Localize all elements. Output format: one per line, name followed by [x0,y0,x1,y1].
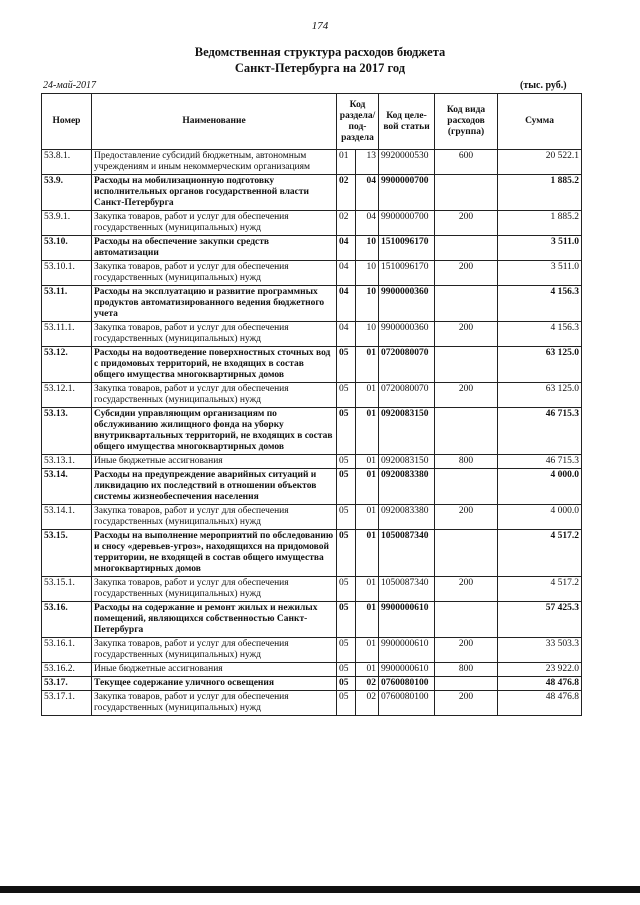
row-sum: 4 156.3 [498,286,582,322]
row-sum: 46 715.3 [498,455,582,469]
row-sum: 3 511.0 [498,236,582,261]
row-name: Расходы на выполнение мероприятий по обследованию и сносу «деревьев-угроз», находящихся на придомовой территории, не входящей в состав общего имущества многоквартирных домов [92,530,337,577]
row-target-code: 9900000360 [379,286,435,322]
table-row [42,505,582,530]
row-sum: 57 425.3 [498,602,582,638]
document-date: 24-май-2017 [43,80,97,91]
row-subsection-code: 10 [356,286,379,322]
row-number: 53.13. [42,408,92,455]
table-row [42,602,582,638]
row-expense-type-code [435,286,498,322]
row-name: Расходы на предупреждение аварийных ситуаций и ликвидацию их последствий в отношении объектов системы жизнеобеспечения населения [92,469,337,505]
row-number: 53.9.1. [42,211,92,236]
table-row [42,211,582,236]
table-row [42,150,582,175]
row-number: 53.10.1. [42,261,92,286]
row-section-code: 05 [337,530,356,577]
row-number: 53.17.1. [42,691,92,716]
row-section-code: 05 [337,347,356,383]
document-title [0,44,640,76]
row-target-code: 1510096170 [379,261,435,286]
row-sum: 3 511.0 [498,261,582,286]
row-number: 53.16.2. [42,663,92,677]
row-number: 53.11. [42,286,92,322]
table-row [42,347,582,383]
table-row [42,530,582,577]
row-number: 53.8.1. [42,150,92,175]
row-section-code: 02 [337,175,356,211]
row-number: 53.10. [42,236,92,261]
row-target-code: 0920083150 [379,408,435,455]
row-subsection-code: 01 [356,383,379,408]
row-name: Расходы на водоотведение поверхностных сточных вод с придомовых территорий, не входящих в состав общего имущества многоквартирных домов [92,347,337,383]
row-section-code: 05 [337,602,356,638]
row-subsection-code: 04 [356,175,379,211]
row-section-code: 05 [337,505,356,530]
table-row [42,638,582,663]
row-section-code: 02 [337,211,356,236]
row-subsection-code: 02 [356,677,379,691]
row-sum: 1 885.2 [498,211,582,236]
header-number: Номер [42,94,92,150]
row-section-code: 05 [337,663,356,677]
row-section-code: 04 [337,236,356,261]
row-subsection-code: 04 [356,211,379,236]
row-number: 53.16.1. [42,638,92,663]
row-expense-type-code: 200 [435,638,498,663]
row-name: Расходы на содержание и ремонт жилых и нежилых помещений, являющихся собственностью Санкт-Петербурга [92,602,337,638]
table-row [42,322,582,347]
row-subsection-code: 01 [356,663,379,677]
row-number: 53.11.1. [42,322,92,347]
row-section-code: 05 [337,455,356,469]
scan-edge-line [0,886,640,893]
row-name: Расходы на эксплуатацию и развитие программных продуктов автоматизированного ведения бюджетного учета [92,286,337,322]
row-subsection-code: 01 [356,455,379,469]
row-expense-type-code [435,175,498,211]
header-expense-type-code: Код вида расходов (группа) [435,94,498,150]
table-row [42,383,582,408]
row-expense-type-code: 200 [435,505,498,530]
row-subsection-code: 01 [356,505,379,530]
row-number: 53.12. [42,347,92,383]
row-name: Субсидии управляющим организациям по обслуживанию жилищного фонда на уборку внутриквартальных территорий, не входящих в состав общего имущества многоквартирных домов [92,408,337,455]
row-target-code: 1050087340 [379,577,435,602]
table-row [42,236,582,261]
row-expense-type-code: 200 [435,261,498,286]
row-subsection-code: 10 [356,322,379,347]
row-target-code: 9900000360 [379,322,435,347]
row-target-code: 0760080100 [379,677,435,691]
row-number: 53.12.1. [42,383,92,408]
table-row [42,577,582,602]
row-sum: 48 476.8 [498,677,582,691]
row-number: 53.16. [42,602,92,638]
row-sum: 63 125.0 [498,347,582,383]
header-section-code: Код раздела/ под-раздела [337,94,379,150]
table-row [42,469,582,505]
row-expense-type-code: 200 [435,383,498,408]
row-expense-type-code [435,677,498,691]
row-expense-type-code: 200 [435,577,498,602]
row-section-code: 01 [337,150,356,175]
row-subsection-code: 02 [356,691,379,716]
row-section-code: 05 [337,408,356,455]
row-sum: 63 125.0 [498,383,582,408]
table-row [42,261,582,286]
row-name: Закупка товаров, работ и услуг для обеспечения государственных (муниципальных) нужд [92,383,337,408]
row-number: 53.17. [42,677,92,691]
row-sum: 23 922.0 [498,663,582,677]
row-sum: 46 715.3 [498,408,582,455]
row-target-code: 1510096170 [379,236,435,261]
row-expense-type-code [435,530,498,577]
row-sum: 20 522.1 [498,150,582,175]
row-sum: 33 503.3 [498,638,582,663]
page-number: 174 [311,20,329,32]
row-number: 53.13.1. [42,455,92,469]
row-section-code: 05 [337,677,356,691]
row-target-code: 0920083380 [379,469,435,505]
header-name: Наименование [92,94,337,150]
row-name: Расходы на обеспечение закупки средств автоматизации [92,236,337,261]
row-expense-type-code [435,347,498,383]
row-name: Закупка товаров, работ и услуг для обеспечения государственных (муниципальных) нужд [92,261,337,286]
row-target-code: 0760080100 [379,691,435,716]
row-number: 53.9. [42,175,92,211]
row-expense-type-code: 200 [435,211,498,236]
row-name: Закупка товаров, работ и услуг для обеспечения государственных (муниципальных) нужд [92,505,337,530]
row-name: Закупка товаров, работ и услуг для обеспечения государственных (муниципальных) нужд [92,577,337,602]
row-target-code: 0720080070 [379,347,435,383]
row-expense-type-code [435,602,498,638]
row-name: Текущее содержание уличного освещения [92,677,337,691]
row-number: 53.15. [42,530,92,577]
row-section-code: 04 [337,261,356,286]
row-expense-type-code: 800 [435,663,498,677]
row-target-code: 9900000610 [379,638,435,663]
table-row [42,691,582,716]
row-sum: 4 000.0 [498,505,582,530]
row-name: Предоставление субсидий бюджетным, автономным учреждениям и иным некоммерческим организациям [92,150,337,175]
row-subsection-code: 10 [356,261,379,286]
row-subsection-code: 01 [356,530,379,577]
row-section-code: 04 [337,322,356,347]
row-expense-type-code: 800 [435,455,498,469]
row-sum: 1 885.2 [498,175,582,211]
header-sum: Сумма [498,94,582,150]
row-sum: 48 476.8 [498,691,582,716]
table-row [42,455,582,469]
table-row [42,408,582,455]
table-row [42,286,582,322]
table-row [42,663,582,677]
row-section-code: 05 [337,577,356,602]
row-number: 53.14. [42,469,92,505]
row-number: 53.14.1. [42,505,92,530]
row-section-code: 05 [337,383,356,408]
row-name: Закупка товаров, работ и услуг для обеспечения государственных (муниципальных) нужд [92,211,337,236]
row-subsection-code: 01 [356,602,379,638]
row-subsection-code: 01 [356,638,379,663]
row-subsection-code: 01 [356,347,379,383]
row-target-code: 9900000610 [379,663,435,677]
title-line-1: Ведомственная структура расходов бюджета [194,45,446,59]
row-name: Расходы на мобилизационную подготовку исполнительных органов государственной власти Санкт-Петербурга [92,175,337,211]
table-row [42,677,582,691]
table-row [42,175,582,211]
row-target-code: 9920000530 [379,150,435,175]
row-target-code: 9900000700 [379,175,435,211]
row-sum: 4 517.2 [498,530,582,577]
row-subsection-code: 01 [356,408,379,455]
row-expense-type-code [435,469,498,505]
row-section-code: 04 [337,286,356,322]
row-number: 53.15.1. [42,577,92,602]
row-section-code: 05 [337,469,356,505]
row-expense-type-code: 200 [435,691,498,716]
row-subsection-code: 01 [356,469,379,505]
row-expense-type-code [435,236,498,261]
table-body [42,150,582,716]
row-sum: 4 517.2 [498,577,582,602]
row-expense-type-code: 200 [435,322,498,347]
units-label: (тыс. руб.) [520,80,567,91]
row-target-code: 0920083150 [379,455,435,469]
row-sum: 4 156.3 [498,322,582,347]
row-sum: 4 000.0 [498,469,582,505]
header-target-code: Код целе-вой статьи [379,94,435,150]
row-target-code: 9900000610 [379,602,435,638]
row-subsection-code: 13 [356,150,379,175]
row-section-code: 05 [337,638,356,663]
row-target-code: 0720080070 [379,383,435,408]
row-name: Закупка товаров, работ и услуг для обеспечения государственных (муниципальных) нужд [92,691,337,716]
row-target-code: 0920083380 [379,505,435,530]
row-subsection-code: 01 [356,577,379,602]
row-target-code: 9900000700 [379,211,435,236]
row-subsection-code: 10 [356,236,379,261]
row-section-code: 05 [337,691,356,716]
row-name: Закупка товаров, работ и услуг для обеспечения государственных (муниципальных) нужд [92,322,337,347]
row-expense-type-code [435,408,498,455]
row-name: Закупка товаров, работ и услуг для обеспечения государственных (муниципальных) нужд [92,638,337,663]
budget-table [41,93,582,716]
row-expense-type-code: 600 [435,150,498,175]
row-name: Иные бюджетные ассигнования [92,455,337,469]
row-name: Иные бюджетные ассигнования [92,663,337,677]
title-line-2: Санкт-Петербурга на 2017 год [234,61,406,75]
row-target-code: 1050087340 [379,530,435,577]
